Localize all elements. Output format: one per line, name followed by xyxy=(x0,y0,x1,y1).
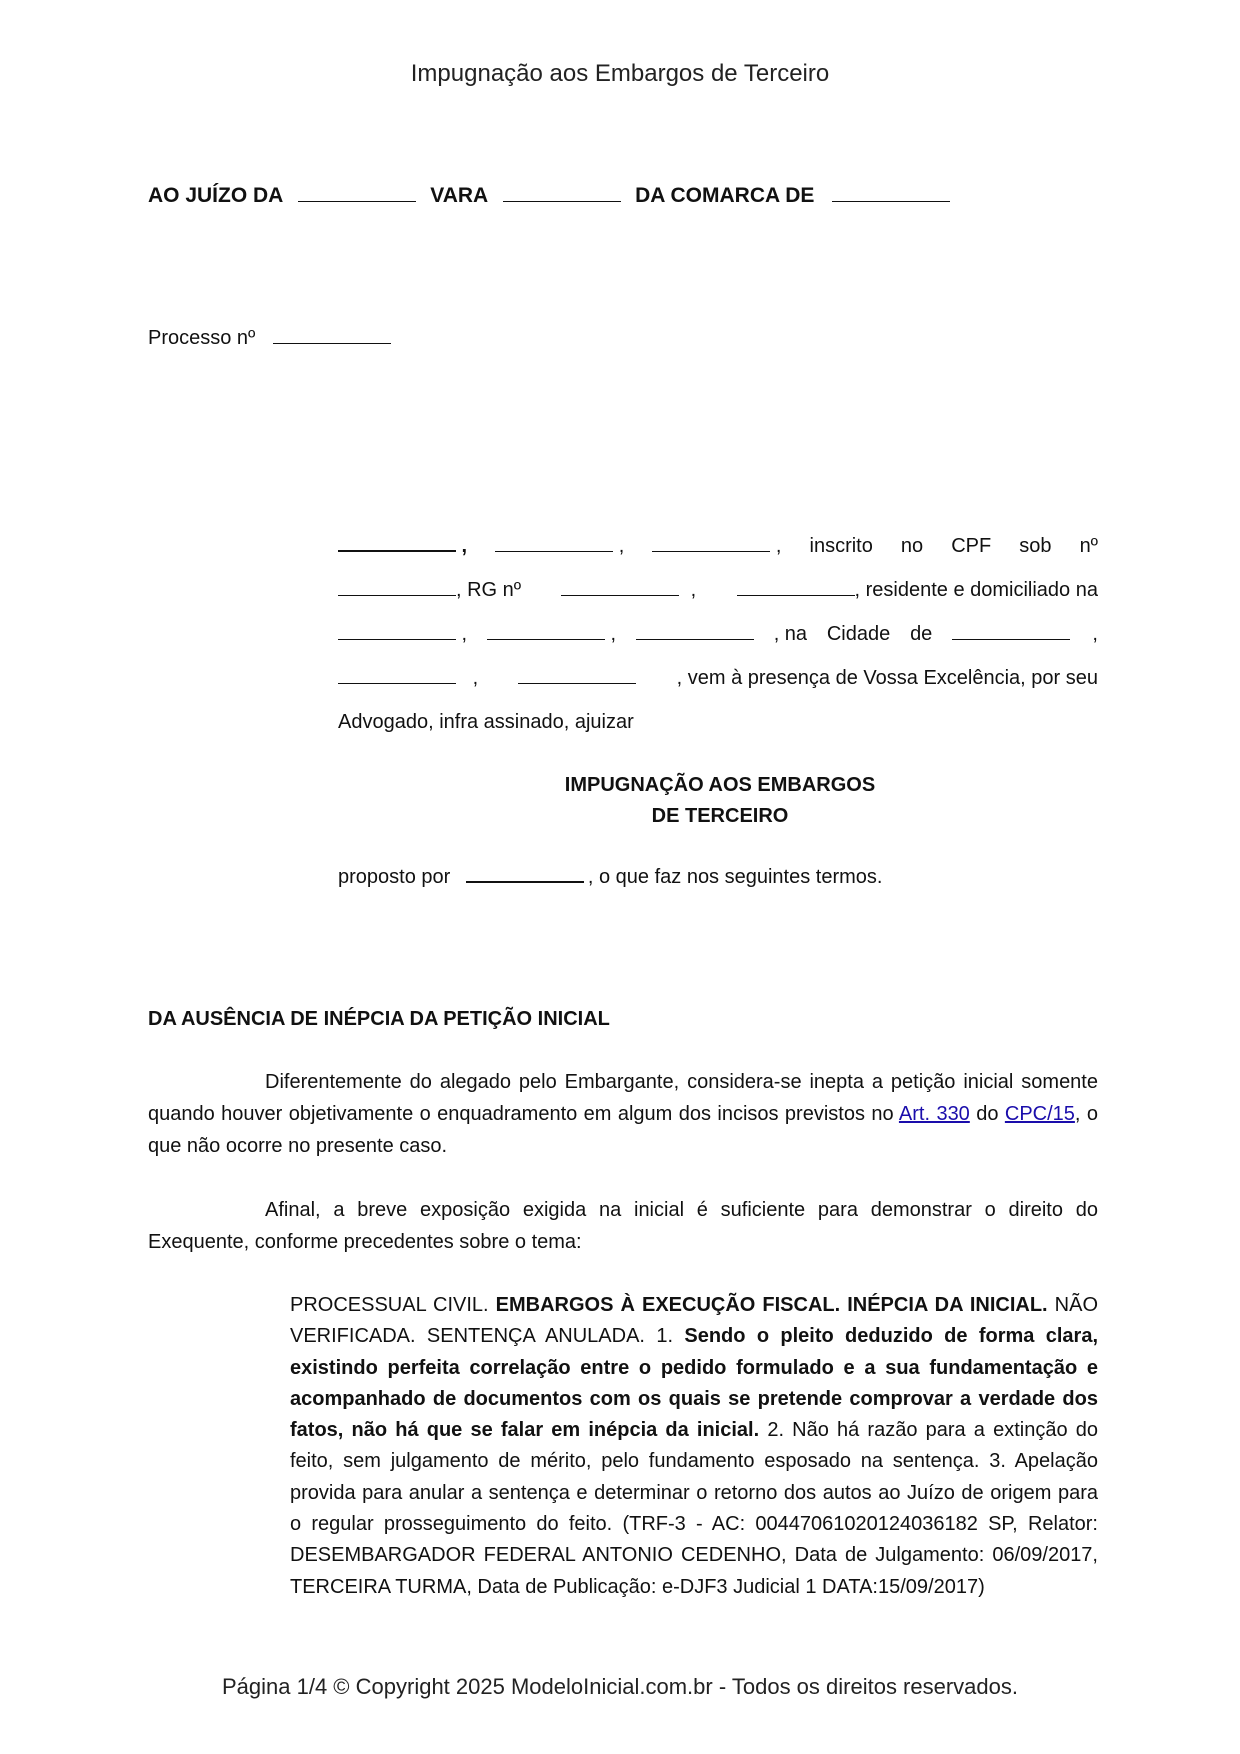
blank-field xyxy=(561,594,679,596)
qualification-block xyxy=(338,524,1098,744)
blank-field xyxy=(952,638,1070,640)
text-no: no xyxy=(900,535,924,557)
blank-field xyxy=(832,200,950,202)
section-heading: DA AUSÊNCIA DE INÉPCIA DA PETIÇÃO INICIAL xyxy=(148,1008,610,1030)
qualification-line-5 xyxy=(338,700,1098,744)
blank-field xyxy=(652,550,770,552)
qualification-line-3: , , , na Cidade de , xyxy=(338,612,1098,656)
page-header-title: Impugnação aos Embargos de Terceiro xyxy=(410,60,830,87)
blank-field xyxy=(503,200,621,202)
blank-field xyxy=(737,594,855,596)
jurisprudence-quote: PROCESSUAL CIVIL. EMBARGOS À EXECUÇÃO FISCAL. INÉPCIA DA INICIAL. NÃO VERIFICADA. SENTENÇA ANULADA. 1. Sendo o pleito deduzido de forma clara, existindo perfeita correlação entre o pedido formulado e a sua fundamentação e acompanhado de documentos com os quais se pretende comprovar a verdade dos fatos, não há que se falar em inépcia da inicial. 2. Não há razão para a extinção do feito, sem julgamento de mérito, pelo fundamento esposado na sentença. 3. Apelação provida para anular a sentença e determinar o retorno dos autos ao Juízo de origem para o regular prosseguimento do feito. (TRF-3 - AC: 00447061020124036182 SP, Relator: DESEMBARGADOR FEDERAL ANTONIO CEDENHO, Data de Julgamento: 06/09/2017, TERCEIRA TURMA, Data de Publicação: e-DJF3 Judicial 1 DATA:15/09/2017) xyxy=(290,1294,1099,1598)
addressee-juizo: AO JUÍZO DA xyxy=(148,184,283,207)
blank-field xyxy=(298,200,416,202)
text-rg: , RG nº xyxy=(456,579,522,601)
text-numero: nº xyxy=(1079,535,1098,557)
proposto-after: , o que faz nos seguintes termos. xyxy=(587,866,883,888)
process-label: Processo nº xyxy=(148,327,256,349)
blank-field xyxy=(636,638,754,640)
text-cidade: Cidade xyxy=(826,623,891,645)
blank-field xyxy=(338,549,456,552)
text-residente: , residente e domiciliado na xyxy=(854,579,1098,601)
process-number-line xyxy=(148,327,391,350)
qualification-line-2: , RG nº , , residente e domiciliado na xyxy=(338,568,1098,612)
text-cpf: CPF xyxy=(951,535,992,557)
document-title-line-2: DE TERCEIRO xyxy=(651,805,789,827)
text-advogado: Advogado, infra assinado, ajuizar xyxy=(338,711,634,733)
document-title xyxy=(540,770,900,832)
addressee-vara: VARA xyxy=(430,184,488,207)
paragraph-2: Afinal, a breve exposição exigida na inicial é suficiente para demonstrar o direito do Exequente, conforme precedentes sobre o tema: xyxy=(148,1199,1098,1253)
page-footer: Página 1/4 © Copyright 2025 ModeloInicial.com.br - Todos os direitos reservados. xyxy=(222,1674,1018,1699)
blank-field xyxy=(466,880,584,883)
text-de: de xyxy=(910,623,933,645)
proposto-line xyxy=(338,866,882,889)
blank-field xyxy=(495,550,613,552)
text-sob: sob xyxy=(1019,535,1052,557)
blank-field xyxy=(518,682,636,684)
qualification-line-1: , , , inscrito no CPF sob nº xyxy=(338,524,1098,568)
blank-field xyxy=(338,594,456,596)
link-cpc-15[interactable]: CPC/15 xyxy=(1004,1103,1075,1125)
qualification-line-4: , , vem à presença de Vossa Excelência, por seu xyxy=(338,656,1098,700)
blank-field xyxy=(338,682,456,684)
text-vem-presenca: , vem à presença de Vossa Excelência, por seu xyxy=(676,667,1098,689)
document-title-line-1: IMPUGNAÇÃO AOS EMBARGOS xyxy=(564,774,876,796)
addressee-comarca: DA COMARCA DE xyxy=(635,184,815,207)
proposto-label: proposto por xyxy=(338,866,451,888)
blank-field xyxy=(338,638,456,640)
blank-field xyxy=(487,638,605,640)
link-art-330[interactable]: Art. 330 xyxy=(898,1103,970,1125)
paragraph-1: Diferentemente do alegado pelo Embargante, considera-se inepta a petição inicial somente quando houver objetivamente o enquadramento em algum dos incisos previstos no Art. 330 do CPC/15, o que não ocorre no presente caso. xyxy=(148,1071,1098,1157)
text-na: , na xyxy=(773,623,808,645)
text-inscrito: inscrito xyxy=(809,535,873,557)
blank-field xyxy=(273,342,391,344)
addressee-line xyxy=(148,184,950,208)
